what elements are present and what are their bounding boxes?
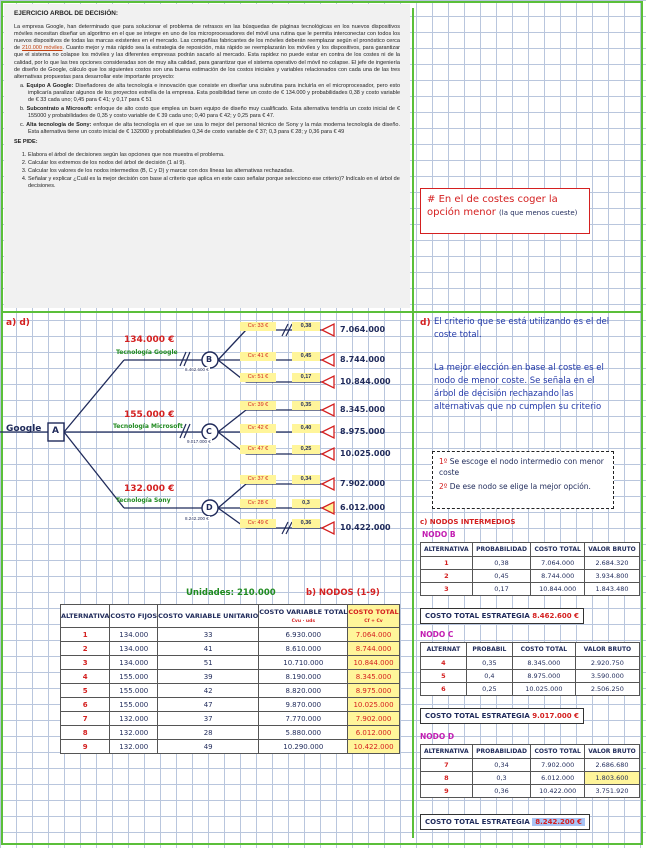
alternative-b [20,106,401,120]
table-cell: 5 [61,684,110,698]
step-text: Se escoge el nodo intermedio con menor coste [439,457,604,477]
col-header: PROBABILIDAD [472,745,531,759]
step-2 [439,481,607,492]
leaf-total-9: 10.422.000 [340,523,391,532]
leaf-prob-9: 0,36 [292,519,320,528]
leaf-cv-1: Cv: 33 € [240,322,276,331]
table-cell: 10.710.000 [259,656,348,670]
problem-statement [4,4,410,308]
col-header [259,605,348,628]
table-cell: 2 [421,570,473,583]
alt-letter: a. [20,82,25,89]
note-hash: # [427,194,436,205]
table-row [61,740,400,754]
table-row [421,759,640,772]
col-header: ALTERNATIVA [61,605,110,628]
step-num: 2º [439,482,448,491]
table-header-row [421,543,640,557]
table-row [421,670,640,683]
table-body [421,657,640,696]
table-cell: 5 [421,670,467,683]
table-row [421,785,640,798]
table-cell: 8.975.000 [348,684,399,698]
leaf-total-3: 10.844.000 [340,377,391,386]
table-row [61,642,400,656]
table-cell: 132.000 [110,712,158,726]
criterion-line-1: El criterio que se está utilizando es el del coste total. [434,317,610,340]
table-cell: 39 [158,670,259,684]
table-cell: 8.820.000 [259,684,348,698]
alt-text: enfoque de alta tecnología en el que se usa lo mejor del personal técnico de Sony y la más moderna tecnología de diseño. Esta alternativa tiene un costo inicial de € 132000 y probabilidades 0,34 de costo variable de € 37; 0,3 para € 28; y 0,36 para € 49 [28,122,401,136]
table-cell: 8.345.000 [513,657,576,670]
leaf-total-1: 7.064.000 [340,325,386,334]
table-cell: 7.064.000 [531,557,585,570]
alt-name: Alta tecnología de Sony: [26,122,92,129]
col-header [348,605,399,628]
terminal-4 [322,404,334,416]
table-cell: 37 [158,712,259,726]
table-header-row [421,643,640,657]
col-header: VALOR BRUTO [585,543,640,557]
leaf-cv-5: Cv: 42 € [240,424,276,433]
node-d-label: D [206,503,213,512]
table-cell: 8 [61,726,110,740]
col-header: ALTERNAT [421,643,467,657]
table-cell: 3 [61,656,110,670]
table-cell: 0,4 [466,670,512,683]
table-cell: 8.744.000 [531,570,585,583]
table-row [421,657,640,670]
step-text: De ese nodo se elige la mejor opción. [449,482,591,491]
nodes-label: b) NODOS (1-9) [306,588,380,598]
leaf-total-8: 6.012.000 [340,503,386,512]
terminal-3 [322,376,334,388]
problem-paragraph [14,24,400,81]
table-cell: 6 [61,698,110,712]
leaf-prob-7: 0,34 [292,475,320,484]
terminal-7 [322,478,334,490]
table-cell: 2.506.250 [575,683,639,696]
table-cell: 6.012.000 [348,726,399,740]
note-text: En el de costes coger la opción menor [427,194,558,218]
col-header: PROBABIL [466,643,512,657]
table-cell: 41 [158,642,259,656]
table-cell: 132.000 [110,740,158,754]
table-cell: 0,38 [472,557,531,570]
table-cell: 5.880.000 [259,726,348,740]
paragraph-text: La empresa Google, han determinado que para solucionar el problema de retrasos en las búsquedas de páginas tecnológicas en los nuevos dispositivos móviles necesitan diseñar un algoritmo en el que se integre en uno de los microprocesadores del móvil una rutina que le permita interconectar con todos los nuevos dispositivos de todas las marcas existentes en el mercado. Las compañías fabricantes de los móviles deberán reemplazar según el pronóstico cerca de [14,24,400,52]
column-divider [412,8,414,838]
table-cell: 4 [421,657,467,670]
col-header: COSTO FIJOS [110,605,158,628]
col-header: PROBABILIDAD [472,543,531,557]
node-b-table [420,542,640,596]
root-label: Google [6,424,42,434]
node-b-value: 8.462.600 € [185,367,209,372]
table-body [421,759,640,798]
node-d-strategy [420,814,590,830]
alt-name: Subcontrato a Microsoft: [26,106,93,113]
paragraph-text-cont: . Cuanto mejor y más rápido sea la estrategia de reposición, más rápido se reemplazarán los móviles y los dispositivos, para garantizar que el sistema no colapse los móviles y las diferentes empresas podrán sacarlo al mercado. Esta rapidez no puede estar en contra de los costes ni de la calidad, por lo que las tres opciones consideradas son de muy alta calidad, para garantizar que el sistema operativo del móvil no colapse. El jefe de ingeniería de diseño de Google, cálculo que los siguientes costos son una buena estimación de los costos iniciales y variables relacionados con cada una de las tres alternativas propuestas para desarrollar este importante proyecto: [14,45,400,80]
table-cell: 0,45 [472,570,531,583]
alt-letter: c. [20,122,25,129]
leaf-cv-2: Cv: 41 € [240,352,276,361]
table-cell: 9 [421,785,473,798]
table-cell: 47 [158,698,259,712]
table-row [421,557,640,570]
leaf-prob-6: 0,25 [292,445,320,454]
node-b-strategy [420,608,584,624]
table-row [421,583,640,596]
terminal-8 [322,502,334,514]
leaf-cv-3: Cv: 51 € [240,373,276,382]
alt-letter: b. [20,106,25,113]
step-num: 1º [439,457,448,466]
table-cell: 8.345.000 [348,670,399,684]
question-item: 4. Señalar y explicar ¿Cuál es la mejor decisión con base al criterio que aplica en este caso señalar porque selecciono ese criterio)? Indícalo en el árbol de decisiones. [28,176,400,190]
table-cell: 0,17 [472,583,531,596]
table-cell: 2.920.750 [575,657,639,670]
table-cell: 0,36 [472,785,531,798]
question-item: 2. Calcular los extremos de los nodos del árbol de decisión (1 al 9). [28,160,400,167]
intermediate-title: c) NODOS INTERMEDIOS [420,518,516,526]
table-cell: 7.902.000 [348,712,399,726]
steps-box [432,451,614,509]
branch-name-d: Tecnología Sony [116,497,171,504]
node-c-label: C [206,427,212,436]
table-cell: 9.870.000 [259,698,348,712]
table-cell: 4 [61,670,110,684]
table-cell: 2 [61,642,110,656]
table-cell: 2.686.680 [585,759,640,772]
table-cell: 3.934.800 [585,570,640,583]
branch-name-b: Tecnología Google [116,349,178,356]
table-cell: 3.751.920 [585,785,640,798]
table-cell: 10.844.000 [348,656,399,670]
table-cell: 3 [421,583,473,596]
criterion-label: d) [420,318,431,328]
note-small: (la que menos cueste) [499,209,578,217]
table-cell: 6.012.000 [531,772,585,785]
table-cell: 0,35 [466,657,512,670]
node-d-table [420,744,640,798]
table-cell: 42 [158,684,259,698]
alt-text: enfoque de alto costo que emplea un buen equipo de diseño muy cualificado. Esta alternativa tendría un costo inicial de € 155000 y probabilidades de 0,35 y costo variable de € 39 cada uno; 0,40 para € 42; y 0,25 para € 47. [28,106,401,120]
col-header: ALTERNATIVA [421,543,473,557]
se-pide: SE PIDE: [14,138,38,145]
table-cell: 132.000 [110,726,158,740]
table-body [421,557,640,596]
table-cell: 10.422.000 [348,740,399,754]
terminal-9 [322,522,334,534]
table-cell: 2.684.320 [585,557,640,570]
table-cell: 7 [421,759,473,772]
table-row [421,772,640,785]
table-cell: 1 [421,557,473,570]
col-header: COSTO TOTAL [531,543,585,557]
leaf-cv-9: Cv: 49 € [240,519,276,528]
table-row [61,698,400,712]
col-header: COSTO VARIABLE UNITARIO [158,605,259,628]
branch-line-b [64,360,124,432]
col-header-sub: Cvu · uds [291,619,315,624]
col-header-sub: Cf + Cv [364,619,383,624]
table-cell: 10.025.000 [513,683,576,696]
node-c-value: 9.017.000 € [187,439,211,444]
node-d-value: 8.242.200 € [185,516,209,521]
criterion-line-2: La mejor elección en base al coste es el nodo de menor coste. Se señala en el árbol de decisión rechazando las alternativas que no cumplen su criterio [434,363,604,412]
table-cell: 7 [61,712,110,726]
col-header-text: COSTO VARIABLE TOTAL [259,608,348,616]
table-cell: 10.290.000 [259,740,348,754]
leaf-cv-7: Cv: 37 € [240,475,276,484]
terminal-2 [322,354,334,366]
table-cell: 134.000 [110,656,158,670]
units-label: Unidades: 210.000 [186,588,276,598]
table-cell: 155.000 [110,698,158,712]
alternative-c [20,122,401,136]
table-cell: 1 [61,628,110,642]
leaf-prob-1: 0,38 [292,322,320,331]
col-header: COSTO TOTAL [513,643,576,657]
table-cell: 8 [421,772,473,785]
table-cell: 51 [158,656,259,670]
branch-cost-b: 134.000 € [124,335,175,345]
alt-name: Equipo A Google: [26,82,74,89]
step-1 [439,456,607,478]
branch-name-c: Tecnología Microsoft [113,423,183,430]
branch-cost-c: 155.000 € [124,410,175,420]
table-cell: 28 [158,726,259,740]
units-highlight: 210.000 móviles [22,45,63,52]
tree-section-label: a) d) [6,318,30,328]
costs-table [60,604,400,754]
table-cell: 155.000 [110,670,158,684]
table-cell: 1.843.480 [585,583,640,596]
table-row [61,712,400,726]
col-header: COSTO TOTAL [531,745,585,759]
table-cell: 6 [421,683,467,696]
leaf-total-5: 8.975.000 [340,427,386,436]
leaf-cv-4: Cv: 39 € [240,401,276,410]
leaf-total-2: 8.744.000 [340,355,386,364]
col-header-text: COSTO TOTAL [348,608,399,616]
table-header-row [421,745,640,759]
table-cell: 7.064.000 [348,628,399,642]
branch-cost-d: 132.000 € [124,484,175,494]
leaf-cv-8: Cv: 28 € [240,499,276,508]
table-cell: 7.902.000 [531,759,585,772]
table-cell: 134.000 [110,628,158,642]
leaf-prob-5: 0,40 [292,424,320,433]
table-cell: 0,3 [472,772,531,785]
leaf-total-7: 7.902.000 [340,479,386,488]
node-b-label: B [206,355,213,364]
terminal-6 [322,448,334,460]
terminal-5 [322,426,334,438]
table-row [61,726,400,740]
table-cell: 8.975.000 [513,670,576,683]
table-cell: 8.610.000 [259,642,348,656]
col-header: VALOR BRUTO [585,745,640,759]
table-cell: 134.000 [110,642,158,656]
node-c-strategy [420,708,584,724]
node-c-table [420,642,640,696]
table-header-row [61,605,400,628]
leaf-prob-4: 0,35 [292,401,320,410]
table-row [421,683,640,696]
col-header: VALOR BRUTO [575,643,639,657]
strategy-label: COSTO TOTAL ESTRATEGIA [425,612,530,620]
node-a-label: A [52,426,59,436]
table-cell: 10.844.000 [531,583,585,596]
question-list [14,152,400,190]
leaf-total-6: 10.025.000 [340,449,391,458]
table-cell: 8.190.000 [259,670,348,684]
question-item: 3. Calcular los valores de los nodos intermedios (B, C y D) y marcar con dos líneas las alternativas rechazadas. [28,168,400,175]
node-b-title: NODO B [422,530,456,539]
strategy-value: 8.242.200 € [532,818,585,826]
strategy-label: COSTO TOTAL ESTRATEGIA [425,712,530,720]
table-cell: 155.000 [110,684,158,698]
table-cell: 7.770.000 [259,712,348,726]
table-row [61,628,400,642]
strategy-label: COSTO TOTAL ESTRATEGIA [425,818,530,826]
table-cell: 49 [158,740,259,754]
strategy-value: 8.462.600 € [532,612,579,620]
table-row [61,656,400,670]
table-cell: 10.422.000 [531,785,585,798]
table-body [61,628,400,754]
strategy-value: 9.017.000 € [532,712,579,720]
table-cell: 3.590.000 [575,670,639,683]
table-row [61,684,400,698]
problem-title: EJERCICIO ARBOL DE DECISIÓN: [14,10,119,17]
node-d-title: NODO D [420,732,455,741]
cost-criterion-note [420,188,590,234]
leaf-cv-6: Cv: 47 € [240,445,276,454]
table-cell: 0,34 [472,759,531,772]
col-header: ALTERNATIVA [421,745,473,759]
table-cell: 0,25 [466,683,512,696]
leaf-prob-8: 0,3 [292,499,320,508]
terminal-1 [322,324,334,336]
branch-line-d [64,432,124,508]
alt-text: Diseñadores de alta tecnología e innovación que consiste en diseñar una subrutina para incluirla en el microprocesador, pero esto implicaría paralizar algunos de los proyectos estrella de la empresa. Esta posibilidad tiene un costo de € 134.000 y probabilidades 0,38 y costo variable de € 33 cada uno; 0,45 para € 41; y 0,17 para € 51 [28,82,401,104]
table-row [61,670,400,684]
table-cell: 9 [61,740,110,754]
table-cell: 8.744.000 [348,642,399,656]
table-cell: 33 [158,628,259,642]
question-item: 1. Elabora el árbol de decisiones según las opciones que nos muestra el problema. [28,152,400,159]
alternative-a [20,82,401,104]
leaf-total-4: 8.345.000 [340,405,386,414]
table-cell: 1.803.600 [585,772,640,785]
leaf-prob-3: 0,17 [292,373,320,382]
leaf-prob-2: 0,45 [292,352,320,361]
table-row [421,570,640,583]
node-c-title: NODO C [420,630,454,639]
table-cell: 10.025.000 [348,698,399,712]
table-cell: 6.930.000 [259,628,348,642]
